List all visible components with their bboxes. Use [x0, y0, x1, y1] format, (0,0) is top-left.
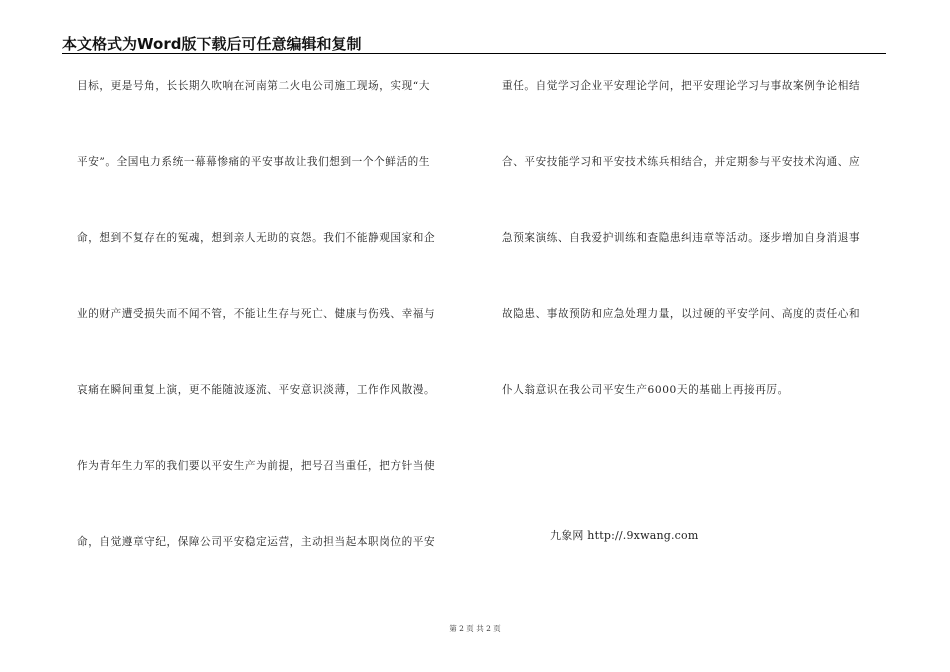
header-divider	[62, 53, 886, 54]
text-line: 作为青年生力军的我们要以平安生产为前提，把号召当重任，把方针当使	[77, 460, 436, 472]
right-text-column	[502, 78, 887, 458]
text-line: 平安”。全国电力系统一幕幕惨痛的平安事故让我们想到一个个鲜活的生	[77, 156, 431, 168]
left-text-column	[77, 78, 477, 610]
text-line: 重任。自觉学习企业平安理论学问，把平安理论学习与事故案例争论相结	[502, 80, 861, 92]
text-line: 故隐患、事故预防和应急处理力量，以过硬的平安学问、高度的责任心和	[502, 308, 861, 320]
text-line: 合、平安技能学习和平安技术练兵相结合，并定期参与平安技术沟通、应	[502, 156, 861, 168]
page-number-footer: 第 2 页 共 2 页	[449, 624, 501, 633]
text-line: 仆人翁意识在我公司平安生产6000天的基础上再接再厉。	[502, 384, 789, 396]
text-line: 目标，更是号角，长长期久吹响在河南第二火电公司施工现场，实现“大	[77, 80, 431, 92]
text-line: 哀痛在瞬间重复上演，更不能随波逐流、平安意识淡薄，工作作风散漫。	[77, 384, 436, 396]
text-line: 急预案演练、自我爱护训练和查隐患纠违章等活动。逐步增加自身消退事	[502, 232, 861, 244]
text-line: 业的财产遭受损失而不闻不管，不能让生存与死亡、健康与伤残、幸福与	[77, 308, 436, 320]
source-url-line: 九象网 http://.9xwang.com	[550, 529, 699, 542]
text-line: 命，自觉遵章守纪，保障公司平安稳定运营，主动担当起本职岗位的平安	[77, 536, 436, 548]
text-line: 命，想到不复存在的冤魂，想到亲人无助的哀怨。我们不能静观国家和企	[77, 232, 436, 244]
document-header-title: 本文格式为Word版下载后可任意编辑和复制	[62, 35, 362, 53]
